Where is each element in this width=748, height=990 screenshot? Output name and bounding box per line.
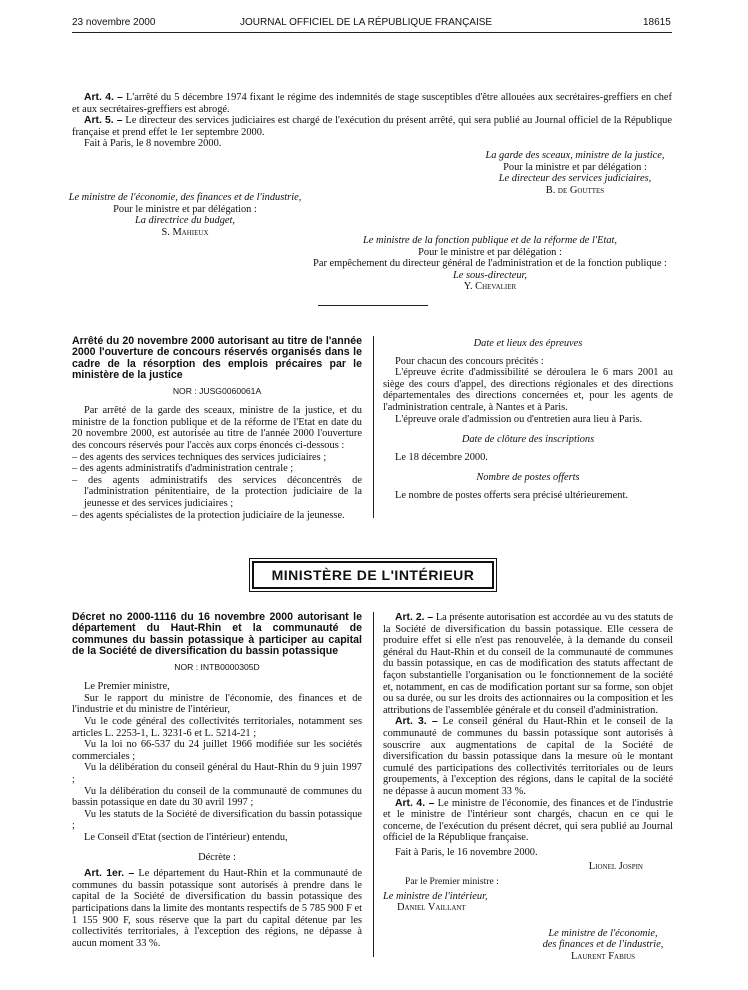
column-rule-upper [373, 336, 374, 518]
decret-fait: Fait à Paris, le 16 novembre 2000. [395, 846, 538, 858]
arrete-intro: Par arrêté de la garde des sceaux, ministre de la justice, et du ministre de la fonction publique et de la réforme de l'Etat en date du 20 novembre 2000, est autorisée au titre de l'année 2000 l'ouverture des concours réservés pour l'accès aux corps énoncés ci-dessous : [72, 405, 362, 451]
arrete-title: Arrêté du 20 novembre 2000 autorisant au titre de l'année 2000 l'ouverture de concours réservés organisés dans le cadre de la résorption des emplois précaires par le ministère de la justice [72, 335, 362, 382]
ministre-economie-1: Le ministre de l'économie, [548, 927, 658, 939]
signature-fabius: Laurent Fabius [570, 951, 636, 963]
decret-art4: Art. 4. – Le ministre de l'économie, des finances et de l'industrie et le ministre de l'intérieur sont chargés, chacun en ce qui le concerne, de l'exécution du présent décret, qui sera publié au Journal officiel de la République française. [383, 797, 673, 844]
top-art5: Art. 5. – Le directeur des services judiciaires est chargé de l'exécution du présent arrêté, qui sera publié au Journal officiel de la République française et prend effet le 1er septembre 2000. [72, 115, 672, 138]
section-separator [318, 305, 428, 306]
ministry-box [252, 561, 494, 589]
top-fait: Fait à Paris, le 8 novembre 2000. [84, 138, 222, 150]
postes-text: Le nombre de postes offerts sera précisé ultérieurement. [395, 489, 628, 501]
cloture-text: Le 18 décembre 2000. [395, 451, 488, 463]
decret-p5: Vu la délibération du conseil général du Haut-Rhin du 9 juin 1997 ; [72, 762, 362, 785]
heading-dates: Date et lieux des épreuves [473, 338, 583, 349]
decret-title: Décret no 2000-1116 du 16 novembre 2000 autorisant le département du Haut-Rhin et la communauté de communes du bassin potassique à participer au capital de la Société de diversification du bassin potassique [72, 611, 362, 658]
header-rule [72, 32, 672, 33]
signature-garde-des-sceaux: La garde des sceaux, ministre de la justice, Pour la ministre et par délégation : Le directeur des services judiciaires, B. de Gouttes [485, 150, 665, 196]
decret-p7: Vu les statuts de la Société de diversification du bassin potassique ; [72, 808, 362, 832]
decrete: Décrète : [198, 851, 236, 863]
signature-ministre-fonction-publique: Le ministre de la fonction publique et de la réforme de l'Etat, Pour le ministre et par délégation : Par empêchement du directeur général de l'administration et de la fonction publique : Le sous-directeur, Y. Chevalier [313, 235, 667, 293]
arrete-nor: NOR : JUSG0060061A [172, 385, 262, 396]
ministre-economie-2: des finances et de l'industrie, [542, 939, 664, 951]
par-premier-ministre: Par le Premier ministre : [405, 876, 499, 888]
arrete-item: – des agents administratifs d'administration centrale ; [72, 463, 294, 475]
column-rule-lower [373, 612, 374, 957]
arrete-item: – des agents des services techniques des services judiciaires ; [72, 451, 327, 463]
dates-p2: L'épreuve écrite d'admissibilité se déroulera le 6 mars 2001 au siège des cours d'appel, des directions régionales et des directions départementales des directions concernées et, pour les agents de l'administration centrale, à Nantes et à Paris. [383, 367, 673, 413]
top-articles [72, 92, 672, 150]
header-journal-title: JOURNAL OFFICIEL DE LA RÉPUBLIQUE FRANÇAISE [240, 17, 493, 28]
arrete-item: – des agents spécialistes de la protection judiciaire de la jeunesse. [72, 509, 345, 521]
decret-p8: Le Conseil d'Etat (section de l'intérieur) entendu, [84, 831, 288, 843]
arrete-item: – des agents administratifs des services déconcentrés de l'administration pénitentiaire, de la protection judiciaire de la jeunesse et des services judiciaires ; [72, 474, 362, 509]
heading-postes: Nombre de postes offerts [476, 472, 580, 484]
signature-ministre-economie: Le ministre de l'économie, des finances et de l'industrie, Pour le ministre et par délégation : La directrice du budget, S. Mahieux [68, 192, 302, 238]
ministre-interieur: Le ministre de l'intérieur, [383, 890, 488, 902]
decret-p3: Vu le code général des collectivités territoriales, notamment ses articles L. 2253-1, L. 3231-6 et L. 5214-21 ; [72, 716, 362, 739]
decret-art1: Art. 1er. – Le département du Haut-Rhin et la communauté de communes du bassin potassique sont autorisés à prendre dans le capital de la Société de diversification du bassin potassique des participations dans la limite des montants respectifs de 5 785 900 F et 1 155 900 F, sous réserve que la part du capital détenue par les collectivités territoriales, à l'exception des régions, ne dépasse à aucun moment 33 %. [72, 868, 362, 949]
arrete-right-column [383, 338, 673, 502]
signature-jospin: Lionel Jospin [588, 861, 643, 873]
dates-p1: Pour chacun des concours précités : [395, 355, 544, 367]
decret-p6: Vu la délibération du conseil de la communauté de communes du bassin potassique en date du 30 avril 1997 ; [72, 785, 362, 809]
dates-p3: L'épreuve orale d'admission ou d'entretien aura lieu à Paris. [395, 413, 643, 425]
decret-nor: NOR : INTB0000305D [174, 661, 260, 672]
header-date: 23 novembre 2000 [72, 17, 156, 28]
ministry-title: MINISTÈRE DE L'INTÉRIEUR [271, 567, 475, 583]
decret-right-column [383, 612, 673, 963]
decret-p2: Sur le rapport du ministre de l'économie, des finances et de l'industrie et du ministre de l'intérieur, [72, 692, 362, 716]
decret-art2: Art. 2. – La présente autorisation est accordée au vu des statuts de la Société de diversification du bassin potassique. Elle cessera de produire effet si elle n'est pas renouvelée, à la demande du conseil général du Haut-Rhin et du conseil de la communauté de communes du bassin potassique, en cas de modification des statuts affectant de façon substantielle l'organisation ou le fonctionnement de la société et, notamment, en cas de modification portant sur sa forme, son objet ou sa durée, ou sur les droits des actionnaires ou la composition et les attributions de l'assemblée générale et du conseil d'administration. [383, 612, 673, 716]
decret-left-column [72, 612, 362, 949]
arrete-left-column [72, 336, 362, 521]
decret-art3: Art. 3. – Le conseil général du Haut-Rhin et le conseil de la communauté de communes du bassin potassique sont autorisés à souscrire aux augmentations de capital de la Société de diversification du bassin potassique dans la mesure où le montant cumulé des participations des collectivités territoriales ou de leurs groupements, à l'exception des régions, dans le capital de la société ne dépasse à aucun moment 33 %. [383, 716, 673, 797]
heading-cloture: Date de clôture des inscriptions [461, 434, 595, 446]
signature-vaillant: Daniel Vaillant [397, 902, 466, 914]
header-page-number: 18615 [643, 17, 671, 28]
top-art4: Art. 4. – L'arrêté du 5 décembre 1974 fixant le régime des indemnités de stage susceptibles d'être allouées aux secrétaires-greffiers en chef et aux secrétaires-greffiers est abrogé. [72, 92, 672, 115]
decret-p4: Vu la loi no 66-537 du 24 juillet 1966 modifiée sur les sociétés commerciales ; [72, 739, 362, 762]
decret-p1: Le Premier ministre, [84, 681, 170, 693]
